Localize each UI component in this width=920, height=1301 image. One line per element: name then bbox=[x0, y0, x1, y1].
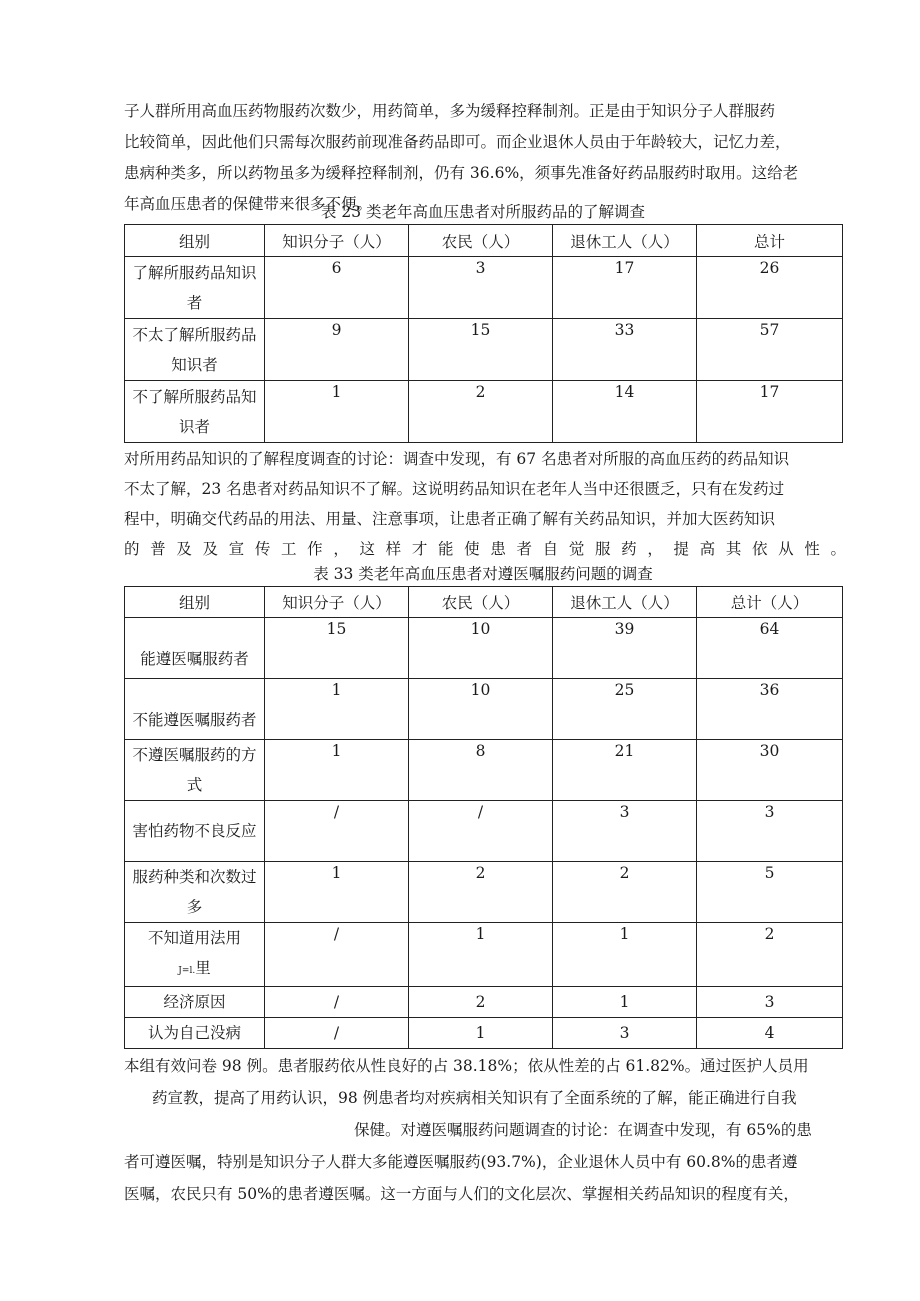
discussion-line-2: 不太了解，23 名患者对药品知识不了解。这说明药品知识在老年人当中还很匮乏，只有在发药过 bbox=[124, 480, 785, 498]
table-cell: 15 bbox=[409, 319, 553, 381]
row-label: 能遵医嘱服药者 bbox=[125, 618, 265, 679]
discussion-line-1: 对所用药品知识的了解程度调查的讨论：调查中发现，有 67 名患者对所服的高血压药的药品知识 bbox=[124, 450, 790, 468]
table-cell: 2 bbox=[409, 381, 553, 443]
table-cell: 15 bbox=[265, 618, 409, 679]
table-cell: 1 bbox=[553, 923, 697, 987]
table-cell: 9 bbox=[265, 319, 409, 381]
table-cell: / bbox=[265, 987, 409, 1018]
row-label bbox=[125, 862, 265, 923]
row-label bbox=[125, 319, 265, 381]
table-cell: 3 bbox=[697, 987, 843, 1018]
table-cell: 2 bbox=[409, 862, 553, 923]
row-label: 经济原因 bbox=[125, 987, 265, 1018]
closing-paragraph bbox=[124, 1050, 846, 1210]
table-cell: 4 bbox=[697, 1018, 843, 1049]
row-label-line bbox=[125, 953, 264, 986]
table-row bbox=[125, 1018, 843, 1049]
table3-header-cell: 退休工人（人） bbox=[553, 587, 697, 618]
table2-header-cell: 知识分子（人） bbox=[265, 225, 409, 257]
row-label-line: 知识者 bbox=[171, 355, 218, 374]
closing-line-3: 保健。对遵医嘱服药问题调查的讨论：在调查中发现，有 65%的患 bbox=[354, 1121, 812, 1139]
table-cell: 1 bbox=[409, 1018, 553, 1049]
table-cell: 25 bbox=[553, 679, 697, 740]
table2 bbox=[124, 224, 843, 443]
table-cell: 1 bbox=[409, 923, 553, 987]
table-row bbox=[125, 679, 843, 740]
row-label-line: 识者 bbox=[178, 417, 210, 436]
table3-caption: 表 33 类老年高血压患者对遵医嘱服药问题的调查 bbox=[313, 565, 653, 583]
table-cell: 3 bbox=[553, 801, 697, 862]
table-cell: 64 bbox=[697, 618, 843, 679]
row-label-line: 不知道用法用 bbox=[147, 929, 241, 947]
table-cell: 6 bbox=[265, 257, 409, 319]
row-label-line: 了解所服药品知识 bbox=[132, 263, 257, 282]
table-cell: 2 bbox=[553, 862, 697, 923]
table3-header-cell: 农民（人） bbox=[409, 587, 553, 618]
intro-line-4: 年高血压患者的保健带来很多不便。 bbox=[124, 195, 373, 213]
table-cell: / bbox=[265, 1018, 409, 1049]
table-cell: 14 bbox=[553, 381, 697, 443]
row-label bbox=[125, 381, 265, 443]
table2-header-cell: 组别 bbox=[125, 225, 265, 257]
table-row bbox=[125, 801, 843, 862]
table2-caption: 表 23 类老年高血压患者对所服药品的了解调查 bbox=[320, 203, 646, 221]
discussion-paragraph bbox=[124, 444, 846, 564]
row-label-prefix: J=l. bbox=[178, 966, 196, 976]
closing-line-2: 药宣教，提高了用药认识，98 例患者均对疾病相关知识有了全面系统的了解，能正确进行自我 bbox=[152, 1089, 797, 1107]
table-cell: 57 bbox=[697, 319, 843, 381]
intro-line-3: 患病种类多，所以药物虽多为缓释控释制剂，仍有 36.6%，须事先准备好药品服药时取用。这给老 bbox=[124, 164, 799, 182]
row-label-line: 不了解所服药品知 bbox=[132, 387, 257, 406]
table-cell: 1 bbox=[265, 740, 409, 801]
table-row bbox=[125, 862, 843, 923]
table-cell: 3 bbox=[553, 1018, 697, 1049]
table-cell: 1 bbox=[265, 679, 409, 740]
table-cell: 36 bbox=[697, 679, 843, 740]
closing-line-1: 本组有效问卷 98 例。患者服药依从性良好的占 38.18%；依从性差的占 61.82%。通过医护人员用 bbox=[124, 1057, 809, 1075]
table-row bbox=[125, 257, 843, 319]
table-cell: 3 bbox=[697, 801, 843, 862]
discussion-line-4: 的普及及宣传工作，这样才能使患者自觉服药，提高其依从性。 bbox=[124, 540, 846, 558]
table-cell: 5 bbox=[697, 862, 843, 923]
row-label: 害怕药物不良反应 bbox=[125, 801, 265, 862]
table-cell: 2 bbox=[409, 987, 553, 1018]
table3-header-row bbox=[125, 587, 843, 618]
table-cell: 39 bbox=[553, 618, 697, 679]
row-label-line: 不遵医嘱服药的方 bbox=[132, 746, 257, 764]
table-cell: 1 bbox=[265, 381, 409, 443]
table2-header-cell: 退休工人（人） bbox=[553, 225, 697, 257]
row-label: 认为自己没病 bbox=[125, 1018, 265, 1049]
table-cell: 3 bbox=[409, 257, 553, 319]
table-cell: 30 bbox=[697, 740, 843, 801]
table3-header-cell: 组别 bbox=[125, 587, 265, 618]
row-label-line: 式 bbox=[186, 776, 203, 794]
table-row bbox=[125, 987, 843, 1018]
intro-line-2: 比较简单，因此他们只需每次服药前现准备药品即可。而企业退休人员由于年龄较大，记忆力差， bbox=[124, 133, 791, 151]
table-cell: 1 bbox=[265, 862, 409, 923]
discussion-line-3: 程中，明确交代药品的用法、用量、注意事项，让患者正确了解有关药品知识，并加大医药知识 bbox=[124, 510, 776, 528]
table-row bbox=[125, 618, 843, 679]
table-cell: 1 bbox=[553, 987, 697, 1018]
table-row bbox=[125, 381, 843, 443]
table3-header-cell: 总计（人） bbox=[697, 587, 843, 618]
table-cell: 21 bbox=[553, 740, 697, 801]
table-cell: / bbox=[265, 801, 409, 862]
closing-line-5: 医嘱，农民只有 50%的患者遵医嘱。这一方面与人们的文化层次、掌握相关药品知识的程度有关， bbox=[124, 1185, 799, 1203]
table-row bbox=[125, 923, 843, 987]
table-cell: / bbox=[409, 801, 553, 862]
table-cell: 10 bbox=[409, 679, 553, 740]
row-label-suffix: 里 bbox=[195, 959, 211, 977]
row-label-line: 多 bbox=[186, 898, 203, 916]
table-cell: 17 bbox=[553, 257, 697, 319]
closing-line-4: 者可遵医嘱，特别是知识分子人群大多能遵医嘱服药(93.7%)，企业退休人员中有 60.8%的患者遵 bbox=[124, 1153, 798, 1171]
row-label bbox=[125, 740, 265, 801]
row-label bbox=[125, 257, 265, 319]
table-cell: 10 bbox=[409, 618, 553, 679]
table-row bbox=[125, 319, 843, 381]
table-row bbox=[125, 740, 843, 801]
row-label-line: 服药种类和次数过 bbox=[132, 868, 257, 886]
row-label: 不能遵医嘱服药者 bbox=[125, 679, 265, 740]
table3-header-cell: 知识分子（人） bbox=[265, 587, 409, 618]
table-cell: 33 bbox=[553, 319, 697, 381]
table2-header-row bbox=[125, 225, 843, 257]
table-cell: 8 bbox=[409, 740, 553, 801]
row-label-line: 者 bbox=[186, 293, 203, 312]
table-cell: 26 bbox=[697, 257, 843, 319]
table-cell: 2 bbox=[697, 923, 843, 987]
table2-header-cell: 农民（人） bbox=[409, 225, 553, 257]
table3 bbox=[124, 586, 843, 1049]
table2-header-cell: 总计 bbox=[697, 225, 843, 257]
table-cell: / bbox=[265, 923, 409, 987]
intro-line-1: 子人群所用高血压药物服药次数少，用药简单，多为缓释控释制剂。正是由于知识分子人群服药 bbox=[124, 102, 776, 120]
table-cell: 17 bbox=[697, 381, 843, 443]
row-label bbox=[125, 923, 265, 987]
row-label-line: 不太了解所服药品 bbox=[132, 325, 257, 344]
